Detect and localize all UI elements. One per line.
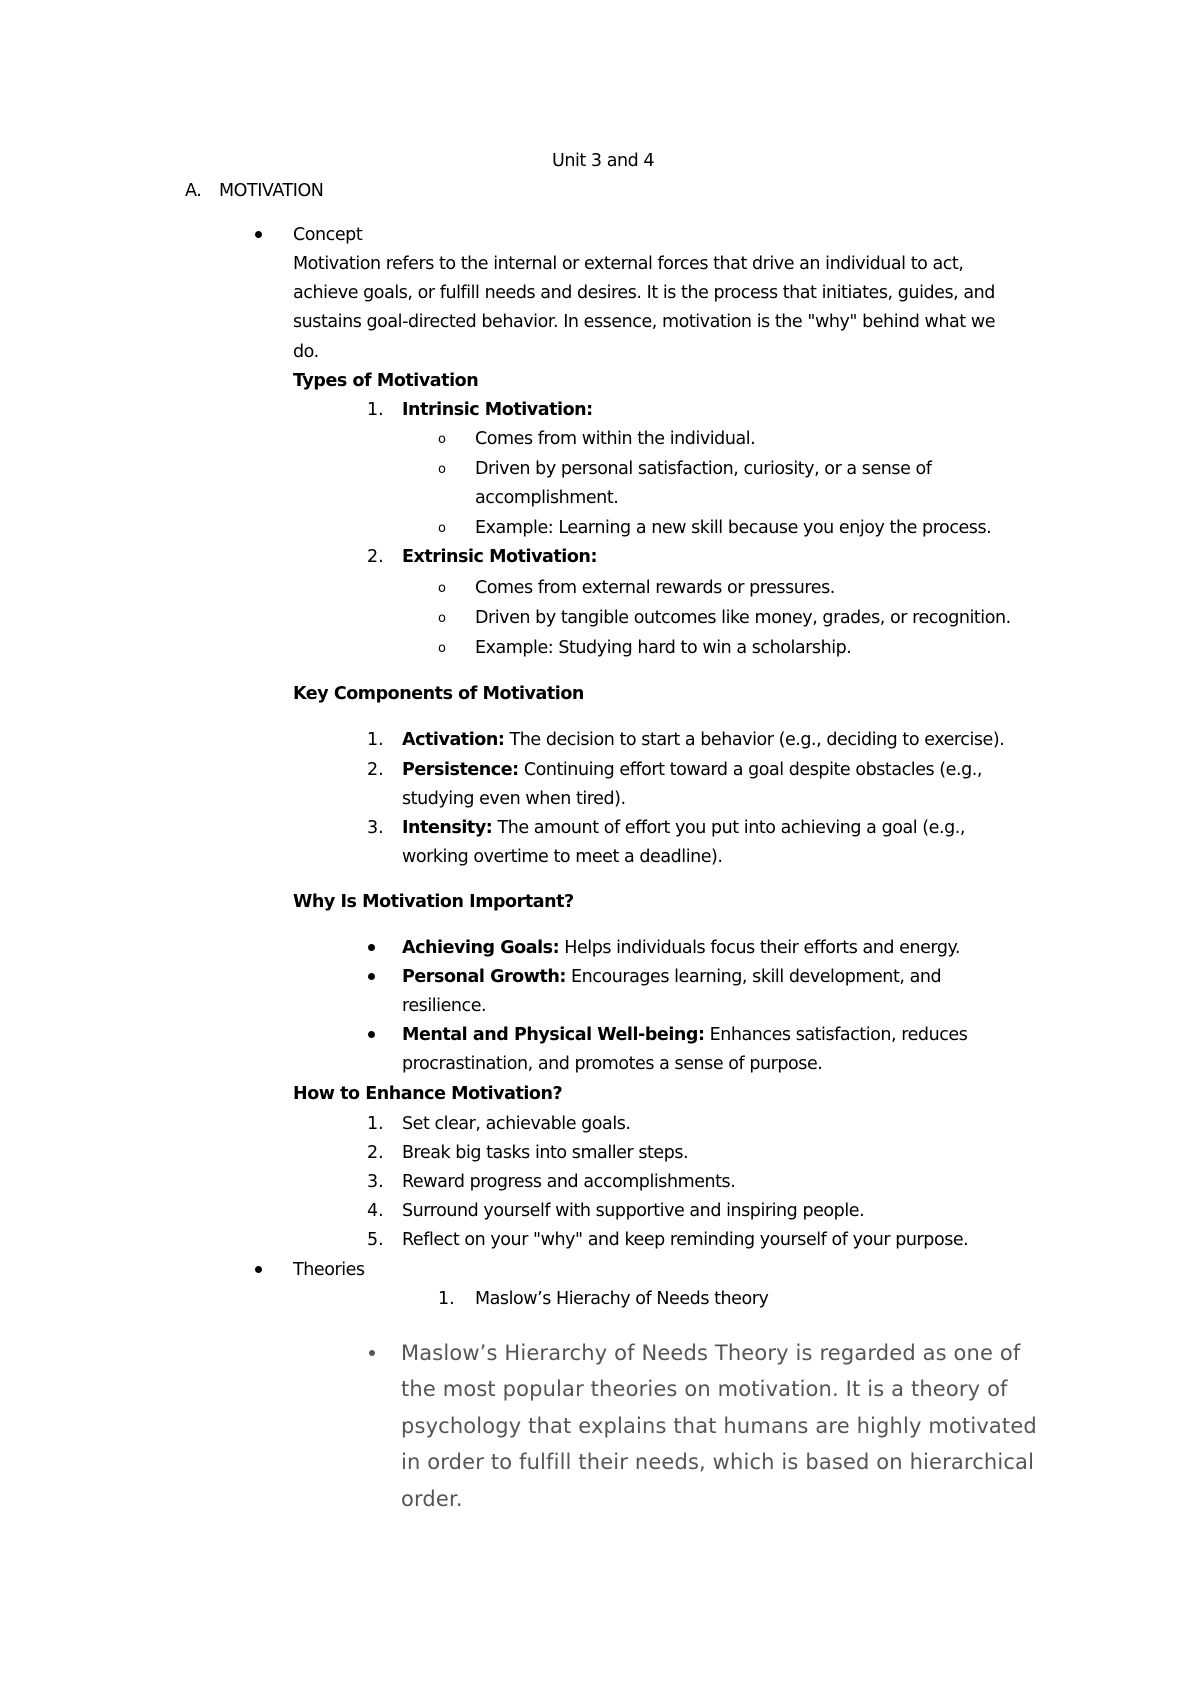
importance-text: Enhances satisfaction, reduces (704, 1025, 968, 1045)
concept-paragraph-line: Motivation refers to the internal or external forces that drive an individual to act, (293, 254, 964, 274)
bullet-icon (368, 944, 375, 951)
importance-text: procrastination, and promotes a sense of purpose. (402, 1054, 823, 1074)
component-text: studying even when tired). (402, 789, 626, 809)
component-item (402, 726, 1004, 755)
importance-term: Mental and Physical Well-being: (402, 1025, 705, 1045)
importance-item (402, 934, 960, 963)
list-number: 3. (367, 1172, 384, 1192)
theory-quote-line: psychology that explains that humans are highly motivated (401, 1414, 1037, 1438)
enhance-heading: How to Enhance Motivation? (293, 1084, 563, 1104)
importance-item (402, 1021, 967, 1050)
importance-term: Personal Growth: (402, 967, 566, 987)
list-number: 2. (367, 760, 384, 780)
theory-quote-line: the most popular theories on motivation. It is a theory of (401, 1377, 1008, 1401)
theories-heading: Theories (293, 1260, 365, 1280)
bullet-icon (368, 1031, 375, 1038)
list-number: 2. (367, 1143, 384, 1163)
circle-bullet-icon: o (438, 611, 446, 626)
concept-heading: Concept (293, 225, 363, 245)
theory-quote-line: in order to fulfill their needs, which is based on hierarchical (401, 1450, 1035, 1474)
importance-text: Helps individuals focus their efforts and energy. (559, 938, 961, 958)
concept-paragraph-line: do. (293, 342, 319, 362)
list-number: 2. (367, 547, 384, 567)
type-title: Intrinsic Motivation: (402, 400, 593, 420)
component-term: Persistence: (402, 760, 519, 780)
type-title: Extrinsic Motivation: (402, 547, 597, 567)
theory-item: Maslow’s Hierachy of Needs theory (475, 1289, 769, 1309)
theory-quote-line: order. (401, 1487, 463, 1511)
circle-bullet-icon: o (438, 641, 446, 656)
section-title: MOTIVATION (219, 181, 324, 201)
importance-item (402, 963, 941, 992)
importance-term: Achieving Goals: (402, 938, 560, 958)
type-sub-line: Example: Learning a new skill because you enjoy the process. (475, 518, 992, 538)
component-term: Intensity: (402, 818, 493, 838)
type-sub-line: Driven by tangible outcomes like money, grades, or recognition. (475, 608, 1011, 628)
list-number: 1. (367, 730, 384, 750)
bullet-icon (369, 1350, 375, 1356)
list-number: 5. (367, 1230, 384, 1250)
circle-bullet-icon: o (438, 521, 446, 536)
type-sub-line: accomplishment. (475, 488, 619, 508)
component-text: working overtime to meet a deadline). (402, 847, 723, 867)
component-text: Continuing effort toward a goal despite obstacles (e.g., (518, 760, 982, 780)
enhance-item: Surround yourself with supportive and inspiring people. (402, 1201, 865, 1221)
list-number: 1. (438, 1289, 455, 1309)
list-number: 1. (367, 400, 384, 420)
concept-paragraph-line: achieve goals, or fulfill needs and desires. It is the process that initiates, guides, and (293, 283, 995, 303)
document-title: Unit 3 and 4 (552, 151, 655, 171)
importance-heading: Why Is Motivation Important? (293, 892, 574, 912)
bullet-icon (255, 1266, 262, 1273)
types-heading: Types of Motivation (293, 371, 479, 391)
component-text: The decision to start a behavior (e.g., deciding to exercise). (504, 730, 1005, 750)
bullet-icon (368, 973, 375, 980)
component-item (402, 814, 965, 843)
section-marker: A. (185, 181, 202, 201)
enhance-item: Break big tasks into smaller steps. (402, 1143, 689, 1163)
list-number: 3. (367, 818, 384, 838)
type-sub-line: Example: Studying hard to win a scholarship. (475, 638, 852, 658)
type-sub-line: Comes from within the individual. (475, 429, 756, 449)
bullet-icon (255, 231, 262, 238)
importance-text: Encourages learning, skill development, and (565, 967, 942, 987)
list-number: 1. (367, 1114, 384, 1134)
type-sub-line: Driven by personal satisfaction, curiosity, or a sense of (475, 459, 932, 479)
circle-bullet-icon: o (438, 432, 446, 447)
list-number: 4. (367, 1201, 384, 1221)
theory-quote-line: Maslow’s Hierarchy of Needs Theory is regarded as one of (401, 1341, 1021, 1365)
enhance-item: Reward progress and accomplishments. (402, 1172, 736, 1192)
type-sub-line: Comes from external rewards or pressures. (475, 578, 835, 598)
enhance-item: Reflect on your "why" and keep reminding yourself of your purpose. (402, 1230, 969, 1250)
component-text: The amount of effort you put into achieving a goal (e.g., (492, 818, 965, 838)
enhance-item: Set clear, achievable goals. (402, 1114, 631, 1134)
component-term: Activation: (402, 730, 505, 750)
components-heading: Key Components of Motivation (293, 684, 584, 704)
concept-paragraph-line: sustains goal-directed behavior. In essence, motivation is the "why" behind what we (293, 312, 996, 332)
importance-text: resilience. (402, 996, 487, 1016)
component-item (402, 756, 982, 785)
circle-bullet-icon: o (438, 581, 446, 596)
circle-bullet-icon: o (438, 462, 446, 477)
